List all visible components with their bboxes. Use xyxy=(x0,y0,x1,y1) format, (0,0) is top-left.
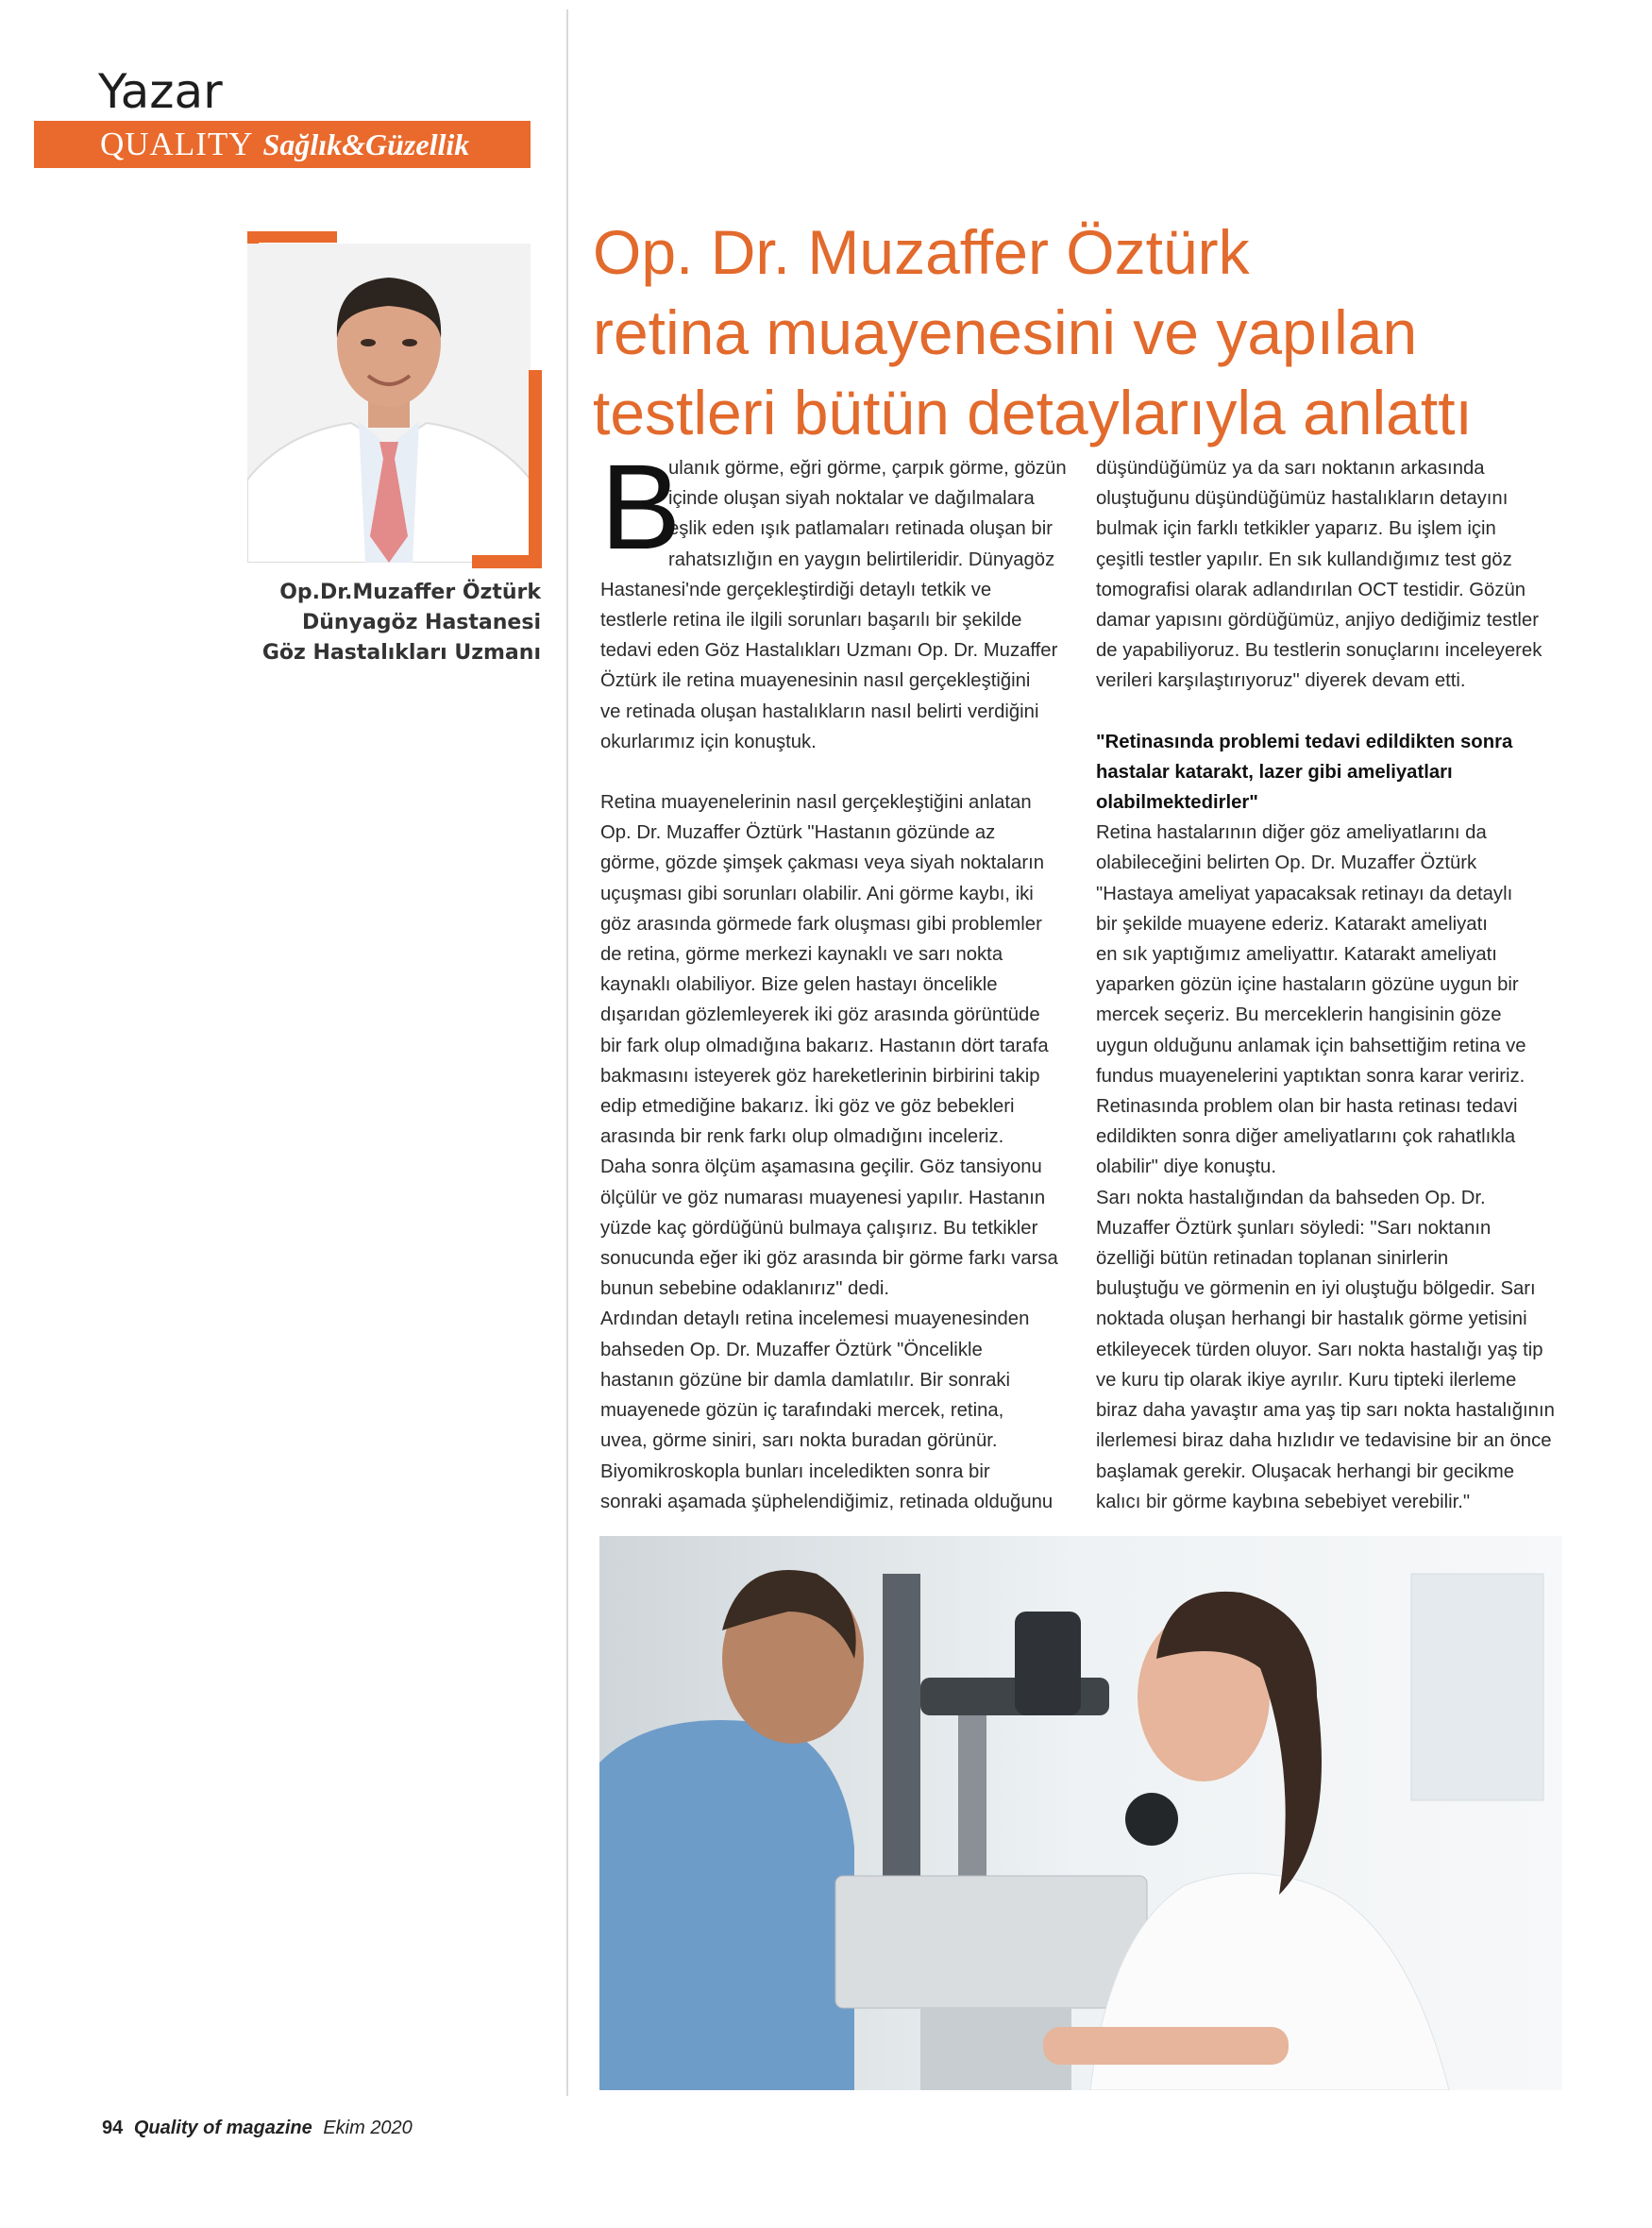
text-line: de yapabiliyoruz. Bu testlerin sonuçlarını inceleyerek xyxy=(1096,640,1542,662)
brand-primary: QUALITY xyxy=(100,126,254,162)
text-line: bakmasını isteyerek göz hareketlerinin birbirini takip xyxy=(600,1065,1040,1087)
text-line: edip etmediğine bakarız. İki göz ve göz bebekleri xyxy=(600,1096,1015,1118)
text-line: dışarıdan gözlemleyerek iki göz arasında görüntüde xyxy=(600,1004,1040,1026)
column-divider xyxy=(566,9,568,2096)
text-line: arasında bir renk farkı olup olmadığını inceleriz. xyxy=(600,1126,1004,1148)
portrait-frame-corner-right xyxy=(529,370,542,568)
drop-cap: B xyxy=(600,440,682,575)
text-line: mercek seçeriz. Bu merceklerin hangisinin göze xyxy=(1096,1004,1502,1026)
lead-line: rahatsızlığın en yaygın belirtileridir. Dünyagöz xyxy=(668,549,1055,570)
text-line: biraz daha yavaştır ama yaş tip sarı nokta hastalığının xyxy=(1096,1400,1555,1422)
text-line: görme, gözde şimşek çakması veya siyah noktaların xyxy=(600,852,1045,874)
lead-paragraph xyxy=(600,440,1068,575)
text-line: muayenede gözün iç tarafındaki mercek, retina, xyxy=(600,1400,1004,1422)
text-line: uçuşması gibi sorunları olabilir. Ani görme kaybı, iki xyxy=(600,883,1034,904)
headline-line: testleri bütün detaylarıyla anlattı xyxy=(593,378,1473,447)
article-column-2 xyxy=(1096,453,1563,1517)
text-line: bahseden Op. Dr. Muzaffer Öztürk "Öncelikle xyxy=(600,1339,983,1360)
text-line: Op. Dr. Muzaffer Öztürk "Hastanın gözünde az xyxy=(600,822,996,844)
text-line: Retina muayenelerinin nasıl gerçekleştiğini anlatan xyxy=(600,792,1032,814)
text-line: damar yapısını gördüğümüz, anjiyo dediğimiz testler xyxy=(1096,610,1539,632)
paragraph-gap xyxy=(1096,697,1563,727)
intro-paragraph xyxy=(600,575,1068,757)
body-paragraphs xyxy=(1096,818,1563,1517)
text-line: noktada oluşan herhangi bir hastalık görme yetisini xyxy=(1096,1308,1527,1330)
text-line: fundus muayenelerini yaptıktan sonra karar veririz. xyxy=(1096,1065,1526,1087)
text-line: testlerle retina ile ilgili sorunları başarılı bir şekilde xyxy=(600,610,1022,632)
text-line: tomografisi olarak adlandırılan OCT testidir. Gözün xyxy=(1096,579,1526,600)
text-line: edildikten sonra diğer ameliyatlarını çok rahatlıkla xyxy=(1096,1126,1516,1148)
subheading-line: "Retinasında problemi tedavi edildikten sonra xyxy=(1096,731,1513,752)
author-title: Göz Hastalıkları Uzmanı xyxy=(261,641,541,665)
text-line: göz arasında görmede fark oluşması gibi problemler xyxy=(600,913,1042,935)
text-line: sonraki aşamada şüphelendiğimiz, retinada olduğunu xyxy=(600,1491,1054,1512)
text-line: bir şekilde muayene ederiz. Katarakt ameliyatı xyxy=(1096,913,1488,935)
text-line: Daha sonra ölçüm aşamasına geçilir. Göz tansiyonu xyxy=(600,1156,1042,1178)
text-line: düşündüğümüz ya da sarı noktanın arkasında xyxy=(1096,458,1485,479)
text-line: ölçülür ve göz numarası muayenesi yapılır. Hastanın xyxy=(600,1187,1046,1208)
text-line: bulmak için farklı tetkikler yaparız. Bu işlem için xyxy=(1096,518,1496,540)
text-line: başlamak gerekir. Oluşacak herhangi bir gecikme xyxy=(1096,1460,1515,1482)
headline-line: retina muayenesini ve yapılan xyxy=(593,297,1418,367)
magazine-name: Quality of magazine xyxy=(133,2118,312,2138)
body-paragraphs xyxy=(1096,453,1563,697)
issue-date: Ekim 2020 xyxy=(323,2118,413,2138)
portrait-frame-corner-bottom xyxy=(472,555,542,568)
text-line: Retina hastalarının diğer göz ameliyatlarını da xyxy=(1096,822,1487,844)
lead-line: içinde oluşan siyah noktalar ve dağılmalara xyxy=(668,488,1035,510)
text-line: buluştuğu ve görmenin en iyi oluştuğu bölgedir. Sarı xyxy=(1096,1278,1536,1300)
portrait-frame-corner-top xyxy=(247,231,337,243)
brand-banner xyxy=(34,121,531,168)
text-line: özelliği bütün retinadan toplanan sinirlerin xyxy=(1096,1248,1449,1270)
text-line: Öztürk ile retina muayenesinin nasıl gerçekleştiğini xyxy=(600,670,1031,692)
author-hospital: Dünyagöz Hastanesi xyxy=(301,611,541,634)
text-line: ve retinada oluşan hastalıkların nasıl belirti verdiğini xyxy=(600,700,1039,722)
article-photo xyxy=(599,1536,1562,2090)
page-footer xyxy=(102,2118,413,2139)
text-line: oluştuğunu düşündüğümüz hastalıkların detayını xyxy=(1096,488,1509,510)
text-line: kaynaklı olabiliyor. Bize gelen hastayı öncelikle xyxy=(600,974,998,996)
text-line: Ardından detaylı retina incelemesi muayenesinden xyxy=(600,1308,1030,1330)
text-line: okurlarımız için konuştuk. xyxy=(600,731,817,752)
text-line: Sarı nokta hastalığından da bahseden Op. Dr. xyxy=(1096,1187,1486,1208)
paragraph-gap xyxy=(600,757,1068,787)
article-column-1 xyxy=(600,440,1068,1517)
text-line: olabileceğini belirten Op. Dr. Muzaffer Öztürk xyxy=(1096,852,1477,874)
text-line: Retinasında problem olan bir hasta retinası tedavi xyxy=(1096,1096,1518,1118)
text-line: ve kuru tip olarak ikiye ayrılır. Kuru tipteki ilerleme xyxy=(1096,1369,1517,1391)
page-number: 94 xyxy=(102,2118,124,2138)
text-line: kalıcı bir görme kaybına sebebiyet verebilir." xyxy=(1096,1491,1471,1512)
text-line: de retina, görme merkezi kaynaklı ve sarı nokta xyxy=(600,944,1003,966)
text-line: "Hastaya ameliyat yapacaksak retinayı da detaylı xyxy=(1096,883,1513,904)
text-line: olabilir" diye konuştu. xyxy=(1096,1156,1276,1178)
text-line: en sık yaptığımız ameliyattır. Katarakt ameliyatı xyxy=(1096,944,1497,966)
brand-secondary: Sağlık&Güzellik xyxy=(262,127,470,161)
text-line: çeşitli testler yapılır. En sık kullandığımız test göz xyxy=(1096,549,1512,570)
article-headline xyxy=(593,212,1593,453)
text-line: bunun sebebine odaklanırız" dedi. xyxy=(600,1278,890,1300)
text-line: yaparken gözün içine hastaların gözüne uygun bir xyxy=(1096,974,1519,996)
text-line: ilerlemesi biraz daha hızlıdır ve tedavisine bir an önce xyxy=(1096,1430,1552,1452)
headline-line: Op. Dr. Muzaffer Öztürk xyxy=(593,217,1250,287)
subheading-line: olabilmektedirler" xyxy=(1096,792,1258,814)
author-caption xyxy=(142,578,541,668)
author-portrait xyxy=(247,244,531,563)
text-line: uygun olduğunu anlamak için bahsettiğim retina ve xyxy=(1096,1035,1526,1056)
lead-line: ulanık görme, eğri görme, çarpık görme, gözün xyxy=(668,458,1067,479)
lead-line: eşlik eden ışık patlamaları retinada oluşan bir xyxy=(668,518,1053,540)
text-line: hastanın gözüne bir damla damlatılır. Bir sonraki xyxy=(600,1369,1011,1391)
text-line: sonucunda eğer iki göz arasında bir görme farkı varsa xyxy=(600,1248,1058,1270)
text-line: Hastanesi'nde gerçekleştirdiği detaylı tetkik ve xyxy=(600,579,992,600)
body-paragraphs xyxy=(600,787,1068,1517)
text-line: verileri karşılaştırıyoruz" diyerek devam etti. xyxy=(1096,670,1466,692)
subheading-line: hastalar katarakt, lazer gibi ameliyatları xyxy=(1096,761,1453,783)
author-name: Op.Dr.Muzaffer Öztürk xyxy=(279,581,541,604)
text-line: yüzde kaç gördüğünü bulmaya çalışırız. Bu tetkikler xyxy=(600,1217,1038,1239)
text-line: Muzaffer Öztürk şunları söyledi: "Sarı noktanın xyxy=(1096,1217,1492,1239)
text-line: tedavi eden Göz Hastalıkları Uzmanı Op. Dr. Muzaffer xyxy=(600,640,1058,662)
section-label: Yazar xyxy=(98,64,223,119)
text-line: Biyomikroskopla bunları inceledikten sonra bir xyxy=(600,1460,990,1482)
text-line: bir fark olup olmadığına bakarız. Hastanın dört tarafa xyxy=(600,1035,1049,1056)
text-line: etkileyecek türden oluyor. Sarı nokta hastalığı yaş tip xyxy=(1096,1339,1543,1360)
text-line: uvea, görme siniri, sarı nokta buradan görünür. xyxy=(600,1430,998,1452)
article-subheading xyxy=(1096,727,1563,819)
